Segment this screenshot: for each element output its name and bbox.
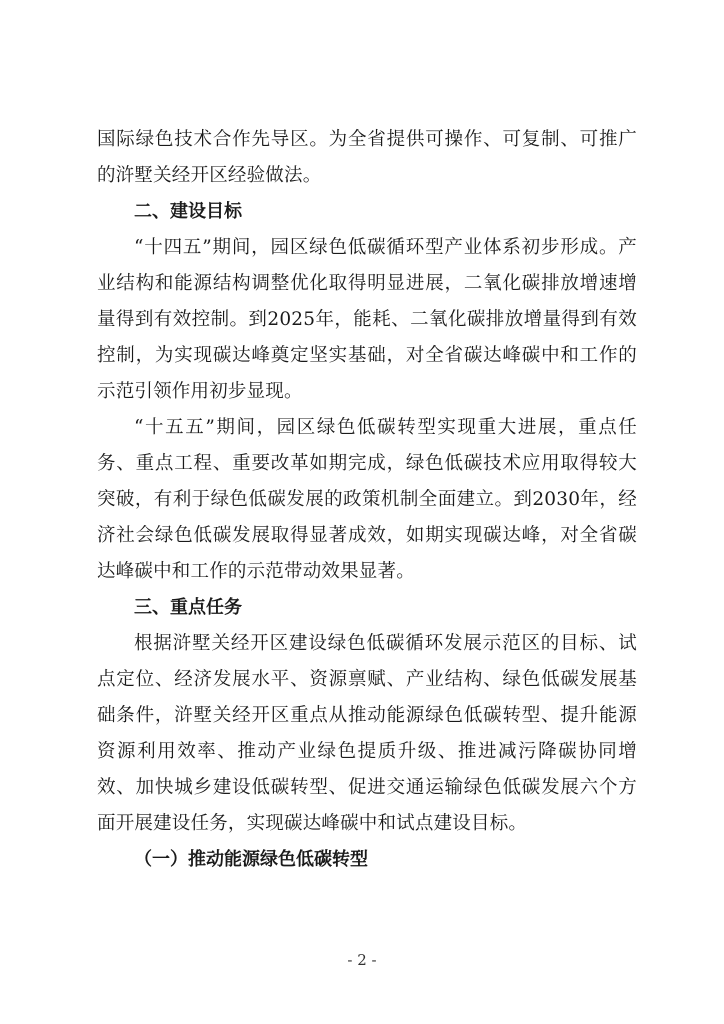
paragraph-intro: 国际绿色技术合作先导区。为全省提供可操作、可复制、可推广的浒墅关经开区经验做法。 xyxy=(97,129,637,186)
section-heading-key-tasks: 三、重点任务 xyxy=(134,597,242,618)
paragraph-key-tasks: 根据浒墅关经开区建设绿色低碳循环发展示范区的目标、试点定位、经济发展水平、资源禀赋、产业结构、绿色低碳发展基础条件，浒墅关经开区重点从推动能源绿色低碳转型、提升能源资源利用效率、推动产业绿色提质升级、推进减污降碳协同增效、加快城乡建设低碳转型、促进交通运输绿色低碳发展六个方面开展建设任务，实现碳达峰碳中和试点建设目标。 xyxy=(97,633,637,834)
page-number: - 2 - xyxy=(347,951,377,969)
subsection-heading-energy: （一）推动能源绿色低碳转型 xyxy=(134,849,368,870)
paragraph-14th-plan: “十四五”期间，园区绿色低碳循环型产业体系初步形成。产业结构和能源结构调整优化取得明显进展，二氧化碳排放增速增量得到有效控制。到2025年，能耗、二氧化碳排放增量得到有效控制，为实现碳达峰奠定坚实基础，对全省碳达峰碳中和工作的示范引领作用初步显现。 xyxy=(97,237,637,402)
section-heading-goals: 二、建设目标 xyxy=(134,201,242,222)
paragraph-15th-plan: “十五五”期间，园区绿色低碳转型实现重大进展，重点任务、重点工程、重要改革如期完成，绿色低碳技术应用取得较大突破，有利于绿色低碳发展的政策机制全面建立。到2030年，经济社会绿色低碳发展取得显著成效，如期实现碳达峰，对全省碳达峰碳中和工作的示范带动效果显著。 xyxy=(97,417,637,582)
document-body xyxy=(97,122,637,878)
